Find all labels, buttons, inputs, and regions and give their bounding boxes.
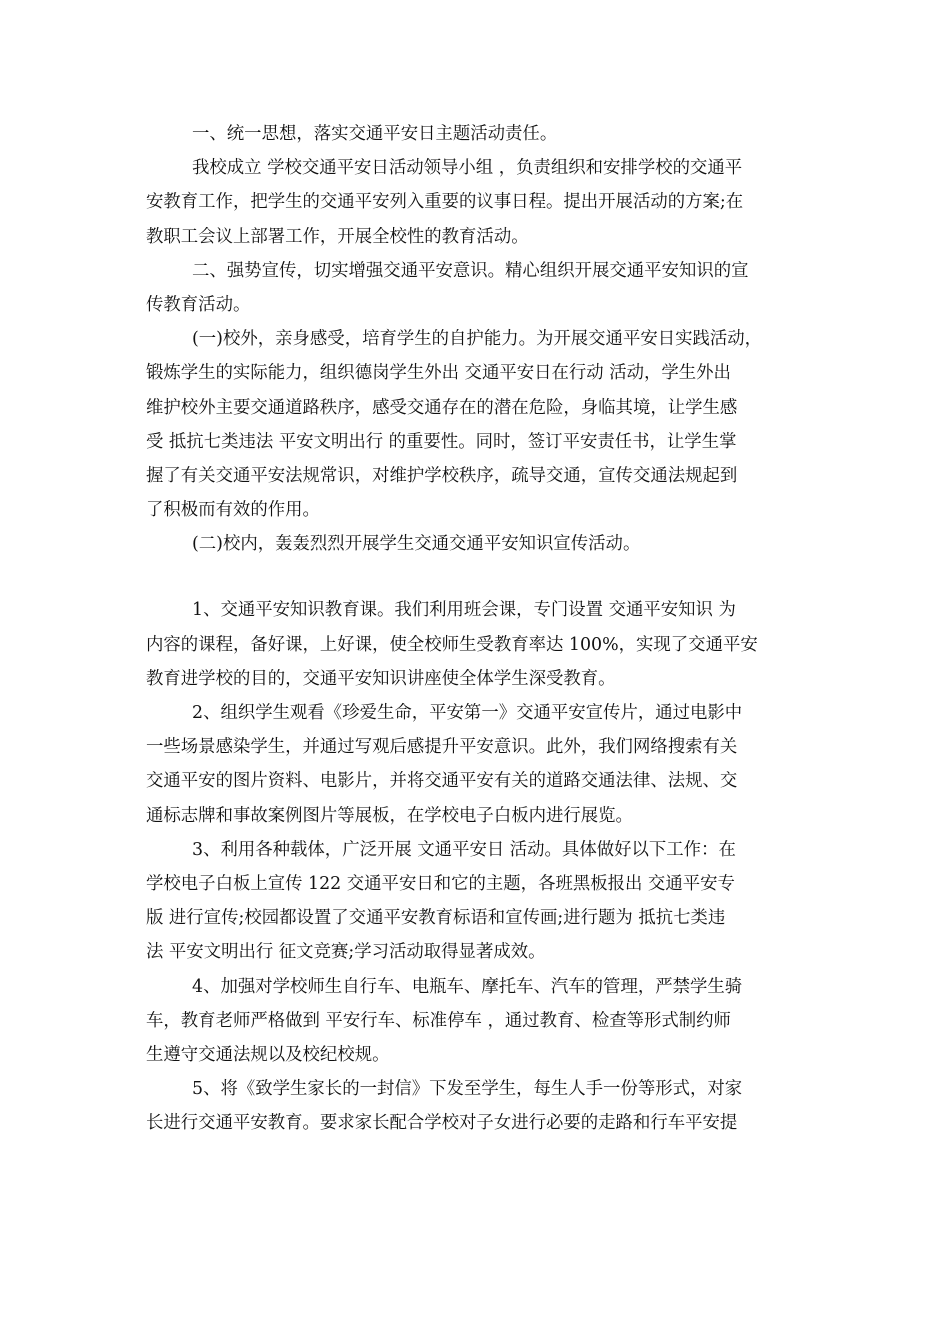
text-line: 5、将《致学生家长的一封信》下发至学生，每生人手一份等形式，对家 bbox=[192, 1079, 743, 1100]
text-line: (一)校外，亲身感受，培育学生的自护能力。为开展交通平安日实践活动， bbox=[192, 329, 763, 350]
text-line: 长进行交通平安教育。要求家长配合学校对子女进行必要的走路和行车平安提 bbox=[146, 1113, 738, 1134]
text-line: 传教育活动。 bbox=[146, 294, 251, 315]
text-line: 生遵守交通法规以及校纪校规。 bbox=[146, 1044, 390, 1065]
text-line: 安教育工作，把学生的交通平安列入重要的议事日程。提出开展活动的方案;在 bbox=[146, 192, 744, 213]
text-line: 内容的课程，备好课，上好课，使全校师生受教育率达 100%，实现了交通平安 bbox=[146, 634, 758, 655]
section-2-inside bbox=[146, 527, 806, 561]
text-line: 维护校外主要交通道路秩序，感受交通存在的潜在危险，身临其境，让学生感 bbox=[146, 397, 738, 418]
text-line: 1、交通平安知识教育课。我们利用班会课，专门设置 交通平安知识 为 bbox=[192, 600, 736, 621]
text-line: 教职工会议上部署工作，开展全校性的教育活动。 bbox=[146, 226, 529, 247]
text-line: 一、统一思想，落实交通平安日主题活动责任。 bbox=[192, 124, 558, 144]
text-line: 3、利用各种载体，广泛开展 文通平安日 活动。具体做好以下工作：在 bbox=[192, 839, 736, 860]
text-line: 4、加强对学校师生自行车、电瓶车、摩托车、汽车的管理，严禁学生骑 bbox=[192, 976, 743, 997]
text-line: 车，教育老师严格做到 平安行车、标准停车 ，通过教育、检查等形式制约师 bbox=[146, 1010, 731, 1031]
text-line: 握了有关交通平安法规常识，对维护学校秩序，疏导交通，宣传交通法规起到 bbox=[146, 465, 738, 486]
text-line: 交通平安的图片资料、电影片，并将交通平安有关的道路交通法律、法规、交 bbox=[146, 771, 738, 792]
section-2-heading bbox=[146, 254, 806, 322]
item-5 bbox=[146, 1072, 806, 1140]
text-line: 版 进行宣传;校园都设置了交通平安教育标语和宣传画;进行题为 抵抗七类违 bbox=[146, 908, 726, 929]
paragraph-gap bbox=[146, 561, 806, 593]
section-2-outside bbox=[146, 322, 806, 527]
text-line: 法 平安文明出行 征文竞赛;学习活动取得显著成效。 bbox=[146, 942, 546, 963]
item-3 bbox=[146, 833, 806, 970]
text-line: 教育进学校的目的，交通平安知识讲座使全体学生深受教育。 bbox=[146, 668, 616, 689]
text-line: 锻炼学生的实际能力，组织德岗学生外出 交通平安日在行动 活动，学生外出 bbox=[146, 363, 731, 384]
item-1 bbox=[146, 593, 806, 696]
text-line: 二、强势宣传，切实增强交通平安意识。精心组织开展交通平安知识的宣 bbox=[192, 260, 749, 281]
section-1-body bbox=[146, 151, 806, 254]
text-line: 通标志牌和事故案例图片等展板，在学校电子白板内进行展览。 bbox=[146, 805, 633, 826]
item-2 bbox=[146, 696, 806, 833]
text-line: 了积极而有效的作用。 bbox=[146, 500, 320, 521]
text-line: 2、组织学生观看《珍爱生命，平安第一》交通平安宣传片，通过电影中 bbox=[192, 703, 743, 723]
section-1-heading bbox=[146, 117, 806, 151]
text-line: 学校电子白板上宣传 122 交通平安日和它的主题，各班黑板报出 交通平安专 bbox=[146, 873, 735, 894]
item-4 bbox=[146, 970, 806, 1073]
text-line: (二)校内，轰轰烈烈开展学生交通交通平安知识宣传活动。 bbox=[192, 534, 641, 555]
text-line: 我校成立 学校交通平安日活动领导小组 ，负责组织和安排学校的交通平 bbox=[192, 158, 743, 179]
document-page bbox=[146, 117, 806, 1140]
text-line: 受 抵抗七类违法 平安文明出行 的重要性。同时，签订平安责任书，让学生掌 bbox=[146, 431, 737, 452]
text-line: 一些场景感染学生，并通过写观后感提升平安意识。此外，我们网络搜索有关 bbox=[146, 737, 738, 758]
